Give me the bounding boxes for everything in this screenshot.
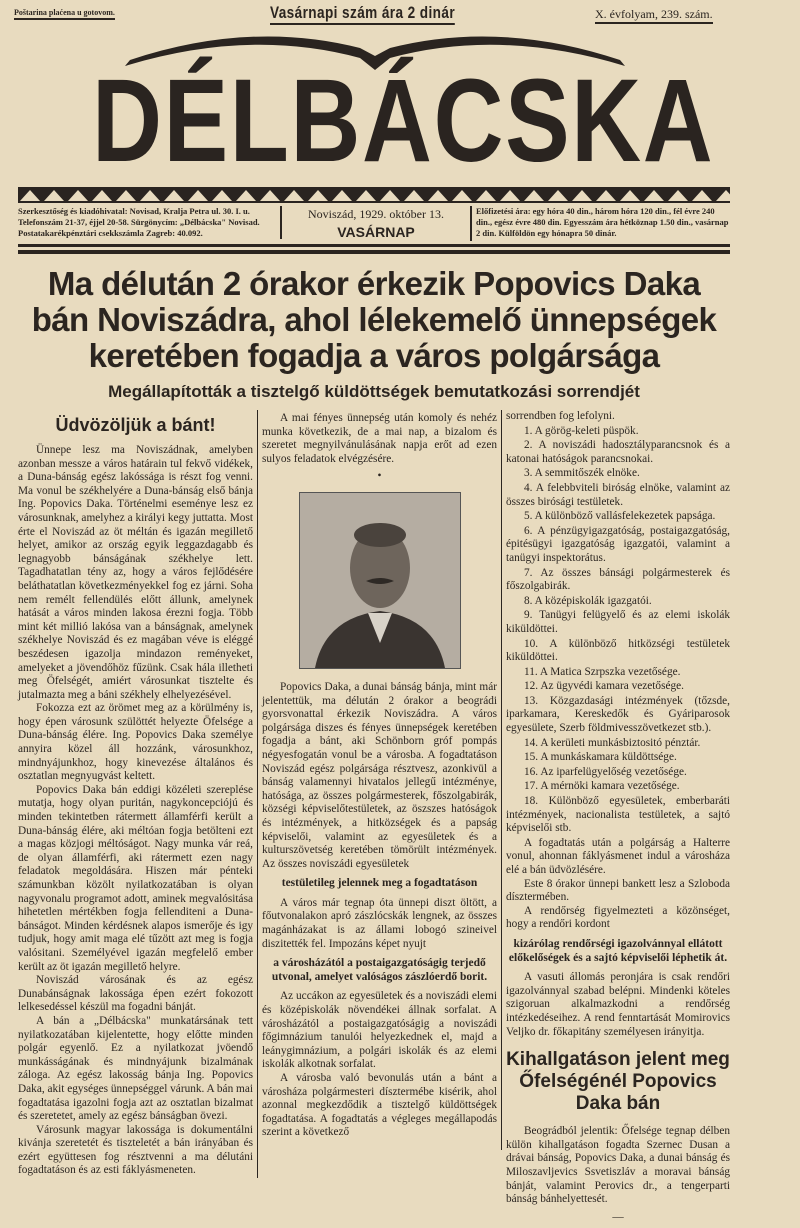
list-item: 9. Tanügyi felügyelő és az elemi iskolák kiküldöttei. [506,609,730,635]
issue-day: VASÁRNAP [337,224,415,240]
paragraph: Az uccákon az egyesületek és a noviszádi elemi és középiskolák növendékei állnak sorfalat. A városházától a postaigazgatóságig a noviszádi főgimnázium tanulói helyezkednek el, majd a leánygimnázium, a polgári iskolák és az elemi iskolák alkotnak sorfalat. [262,990,497,1071]
list-item: 14. A kerületi munkásbiztositó pénztár. [524,736,701,749]
masthead [30,18,720,186]
columns [18,410,730,1228]
page-body [18,206,730,1228]
paragraph: Noviszád városának és az egész Dunabánságnak lakossága épen ezért fokozott lelkesedéssel készül ma fogadni bánját. [18,974,253,1014]
list-item: 16. Az iparfelügyelőség vezetősége. [524,765,687,778]
article-title: Üdvözöljük a bánt! [55,415,216,435]
paragraph: A mai fényes ünnepség után komoly és nehéz munka következik, de a mai nap, a bizalom és szeretet megnyilvánulásának napja erőt ad ezen sulyos feladatok elvégzésére. [262,412,497,465]
bold-highlight: kizárólag rendőrségi igazolvánnyal ellátott előkelőségek és a sajtó képviselői léphetik át. [508,937,728,964]
main-headline: Ma délután 2 órakor érkezik Popovics Daka bán Noviszádra, ahol lélekemelő ünnepségek keretében fogadja a város polgársága [31,265,717,374]
paragraph: Városunk magyar lakossága is dokumentálni kivánja szeretetét és tiszteletét a bán irányában és ezért együttesen fog résztvenni a ma délutáni fogadtatáson és az esti fáklyásmeneten. [18,1123,253,1177]
list-item: 10. A különböző hitközségi testületek kiküldöttei. [506,637,730,664]
paragraph: A rendőrség figyelmezteti a közönséget, hogy a rendőri kordont [506,904,730,931]
list-item: 8. A középiskolák igazgatói. [524,594,652,607]
paragraph: Beográdból jelentik: Őfelsége tegnap délben külön kihallgatáson fogadta Szernec Dusan a drávai bánság, Popovics Daka, a dunai bánság és Miloszavljevics Ssvetiszláv a moravai bánság bánját, valamint Perovics dr., a tengerparti bánság bánhelyettesét. [506,1125,730,1206]
list-item: 12. Az ügyvédi kamara vezetősége. [524,680,684,693]
paragraph: A vasuti állomás peronjára is csak rendőri igazolvánnyal szabad belépni. Mindenki köteles szigoruan alkalmazkodni a rendőrség intézkedéseihez. A rend fenntartását Momirovics Veljko dr. főkapitány személyesen irányitja. [506,971,730,1038]
divider-rule [18,244,730,247]
bold-highlight: a városházától a postaigazgatóságig terjedő utvonal, amelyet valóságos zászlóerdő borit. [271,957,488,983]
newspaper-title: DÉLBÁCSKA [92,55,715,187]
list-item: 3. A semmitőszék elnöke. [524,467,640,480]
list-item: 11. A Matica Szrpszka vezetősége. [524,665,681,678]
paragraph: sorrendben fog lefolyni. [506,410,615,422]
list-item: 6. A pénzügyigazgatóság, postaigazgatóság, épitésügyi igazgatóság igazgatói, valamint a tanügyi inspektorátus. [506,524,730,564]
list-item: 5. A különböző vallásfelekezetek papsága. [524,510,716,523]
separator-dot: • [377,470,382,483]
paragraph: Fokozza ezt az örömet meg az a körülmény is, hogy épen városunk szülöttét helyezte Öfelsége a Duna-bánság élére. Ing. Popovics Daka személye annyira közel áll hozzánk, városunkhoz, mindnyájunkhoz, hogy kinevezése általános és osztatlan megnyugvást keltett. [18,702,253,783]
issue-date: Noviszád, 1929. október 13. [308,207,444,221]
paragraph: Ünnepe lesz ma Noviszádnak, amelyben azonban messze a város határain tul fekvő vidékek, a Duna-bánság egész lakóssága is részt fog venni. Ma vonul be székhelyére a Duna-bánság első bánja Ing. Popovics Daka. Történelmi eseménye lesz ez városunknak, amelyhez a királyi kegy juttatta. Most érte el Noviszád az öt méltán és igazán megillető helyet, amikor az ország egyik leggazdagabb és legnagyobb bánságának székhelye lett. Tagadhatatlan tény az, hogy a város fejlődésére beláthatatlan következményekkel fog ez járni. Soha nem remélt fellendülés előtt állunk, amelynek hatását a város minden lakosa érezni fogja. Több mint két millió lakósa van a bánságnak, amelynek székhelye Noviszád és ez magában véve is eléggé beszédesen igazolja mindazon reményeket, amelyeket a jövendőhöz fűzünk. Csak hála illetheti meg Öfelségét, amiért városunkat tisztelte és jutalmazta meg a báni székhely elhelyezésével. [18,444,253,701]
bold-highlight: testületileg jelennek meg a fogadtatáson [281,877,478,890]
list-item: 18. Különböző egyesületek, emberbaráti intézmények, nacionalista testületek, a sajtó képviselői stb. [506,795,730,835]
article-title-audience: Kihallgatáson jelent meg Őfelségénél Popovics Daka bán [506,1049,730,1115]
editorial-office-info: Szerkesztőség és kiadóhivatal: Novisad, Kralja Petra ul. 30. I. u. Telefonszám 21-37, éjjel 20-58. Sürgönycím: „Délbácska" Novisad. Postatakarékpénztári csekkszámla Zagreb: 40.092. [18,206,282,239]
separator-dash: — [612,1210,624,1223]
paragraph: Popovics Daka bán eddigi közéleti szereplése mutatja, hogy olyan puritán, nagykoncepciójú és minden tekintetben rátermett államférfi került a Duna-bánság élére, aki méltóan fogja betölteni ezt a magas közjogi méltóságot. Nagy munka vár reá, de olyan államférfi, aki rátermett ezen nagy feladatok megoldására. Hiszen már pénteki számunkban közölt nyilatkozatában is olyan nagyvonalu programot adott, aminek megvalósitása hihetetlen mértékben fogja fellenditeni a Duna-bánságot. Minden kérdésnek alapos ismerője és igy tudjuk, hogy amit maga elé tűzött azt meg is fogja valósitani. Személyével igazán megfelelő ember került az öt igazán megillető helyre. [18,783,253,973]
list-item: 17. A mérnöki kamara vezetősége. [524,780,680,793]
sub-headline: Megállapították a tisztelgő küldöttségek bemutatkozási sorrendjét [108,382,640,401]
issue-number: X. évfolyam, 239. szám. [595,7,713,24]
postage-note: Poštarina plaćena u gotovom. [14,8,115,20]
paragraph: Popovics Daka, a dunai bánság bánja, mint már jelentettük, ma délután 2 órakor a beográdi gyorsvonattal érkezik Noviszádra. A város polgársága diszes és fényes ünnepségek keretében fogadja a bánt, aki Schönborn gróf pompás négyesfogatán vonul be a városba. A fogadtatáson Noviszád egész polgársága résztvesz, azonkivül a bánság valamennyi hivatalos jellegű intézménye, hatósága, az összes polgármesterek, főszolgabirák, községi képviselőtestületek, az öszszes hatóságok és intézmények, a hitközségek és a papság képviselői, valamint az egyesületek és a kulturszövetség keretében tömörült intézmények. Az összes noviszádi egyesületek [262,680,497,870]
delegation-list [506,425,730,836]
list-item: 13. Közgazdasági intézmények (tőzsde, iparkamara, Kereskedők és Gyáriparosok egyesülete, Szerb földmivesszövetkezet stb.). [506,694,730,735]
subscription-info: Előfizetési ára: egy hóra 40 din., három hóra 120 din., fél évre 240 din., egész évre 480 din. Egyesszám ára hétköznap 1.50 din., vasárnap 2 din. Külföldön egy hónapra 50 dinár. [476,206,729,238]
paragraph: A városba való bevonulás után a bánt a városháza polgármesteri dísztermébe kisérik, ahol azonnal megkezdődik a tisztelgő küldöttségek fogadtatása. A fogadtatás a végleges megállapodás szerint a következő [262,1072,497,1139]
divider-rule [18,250,730,254]
paragraph: A bán a „Délbácska" munkatársának tett nyilatkozatában kijelentette, hogy előtte minden polgár egyenlő. Ez a nyilatkozat jvöendő munkásságának és mindnyájunk bizalmának záloga. Az egész lakosság bánja Ing. Popovics Daka, akit egységes ünnepséggel várunk. A bán mai fogadtatása igazolni fogja azt az osztatlan bizalmat és szeretetet, amely az egész bánságban övezi. [18,1014,253,1123]
list-item: 7. Az összes bánsági polgármesterek és főszolgabirák. [506,566,730,593]
zigzag-ornament [18,187,730,203]
list-item: 4. A felebbviteli biróság elnöke, valamint az összes birósági testületek. [506,481,730,508]
list-item: 1. A görög-keleti püspök. [524,424,639,437]
article-welcome [18,410,258,1178]
info-row [18,206,730,241]
paragraph: A fogadtatás után a polgárság a Halterre vonul, ahonnan fáklyásmenet indul a városháza elé a bán üdvözlésére. [506,836,730,876]
date-box [282,206,472,241]
issue-price: Vasárnapi szám ára 2 dinár [270,3,455,25]
article-arrival [258,410,502,1150]
list-item: 2. A noviszádi hadosztályparancsnok és a katonai hatóságok parancsnokai. [506,439,730,465]
reception-order [502,410,730,1228]
paragraph: Este 8 órakor ünnepi bankett lesz a Szloboda dísztermében. [506,877,730,904]
list-item: 15. A munkáskamara küldöttsége. [524,751,677,764]
portrait-photo [299,492,461,669]
paragraph: A város már tegnap óta ünnepi diszt öltött, a főutvonalakon apró zászlócskák lengnek, az összes magánházakat is az állami lobogó szineivel diszitették fel. Impozáns képet nyujt [262,896,497,950]
